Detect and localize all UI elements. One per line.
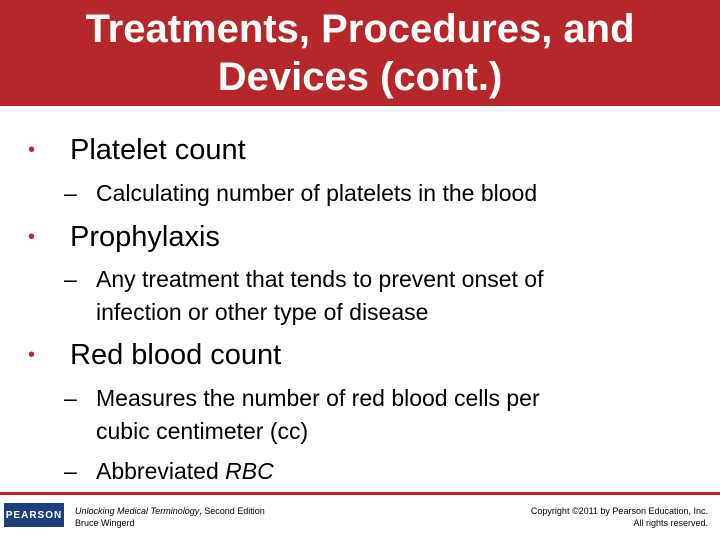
bullet-red-blood-count xyxy=(28,338,282,372)
sub-bullet-text-line-1: Measures the number of red blood cells per xyxy=(96,385,540,411)
copyright-notice xyxy=(531,505,708,529)
logo-text: PEARSON xyxy=(5,509,63,521)
sub-bullet-marker: – xyxy=(64,458,77,484)
sub-bullet-text: Calculating number of platelets in the blood xyxy=(96,180,538,206)
sub-bullet-rbc-definition xyxy=(64,382,696,448)
sub-bullet-marker: – xyxy=(64,266,77,292)
bullet-text: Prophylaxis xyxy=(70,221,220,253)
sub-bullet-platelet-definition xyxy=(64,177,696,210)
sub-bullet-text-line-2: cubic centimeter (cc) xyxy=(96,418,309,444)
book-title-line xyxy=(75,505,265,517)
bullet-marker: • xyxy=(28,139,36,161)
slide-title-line-2: Devices (cont.) xyxy=(217,55,503,99)
copyright-line-1: Copyright ©2011 by Pearson Education, Inc. xyxy=(530,506,708,516)
book-title: Unlocking Medical Terminology xyxy=(75,506,200,516)
bullet-prophylaxis xyxy=(28,220,220,254)
bullet-text: Platelet count xyxy=(70,134,246,166)
sub-bullet-marker: – xyxy=(64,385,77,411)
bullet-text: Red blood count xyxy=(70,339,282,371)
sub-bullet-marker: – xyxy=(64,180,77,206)
footer-divider xyxy=(0,492,720,495)
book-author: Bruce Wingerd xyxy=(75,518,135,528)
sub-bullet-text-line-1: Any treatment that tends to prevent onset of xyxy=(96,266,544,292)
book-edition: , Second Edition xyxy=(199,506,265,516)
book-citation xyxy=(75,505,265,529)
sub-bullet-rbc-abbreviation xyxy=(64,455,696,488)
bullet-marker: • xyxy=(28,344,36,366)
abbreviation-rbc: RBC xyxy=(225,458,274,484)
bullet-marker: • xyxy=(28,226,36,248)
sub-bullet-prophylaxis-definition xyxy=(64,263,696,329)
sub-bullet-text: Abbreviated xyxy=(96,458,226,484)
sub-bullet-text-line-2: infection or other type of disease xyxy=(96,299,429,325)
copyright-line-2: All rights reserved. xyxy=(633,518,708,528)
bullet-platelet-count xyxy=(28,133,246,167)
slide-title-line-1: Treatments, Procedures, and xyxy=(85,7,635,51)
pearson-logo xyxy=(4,503,64,527)
